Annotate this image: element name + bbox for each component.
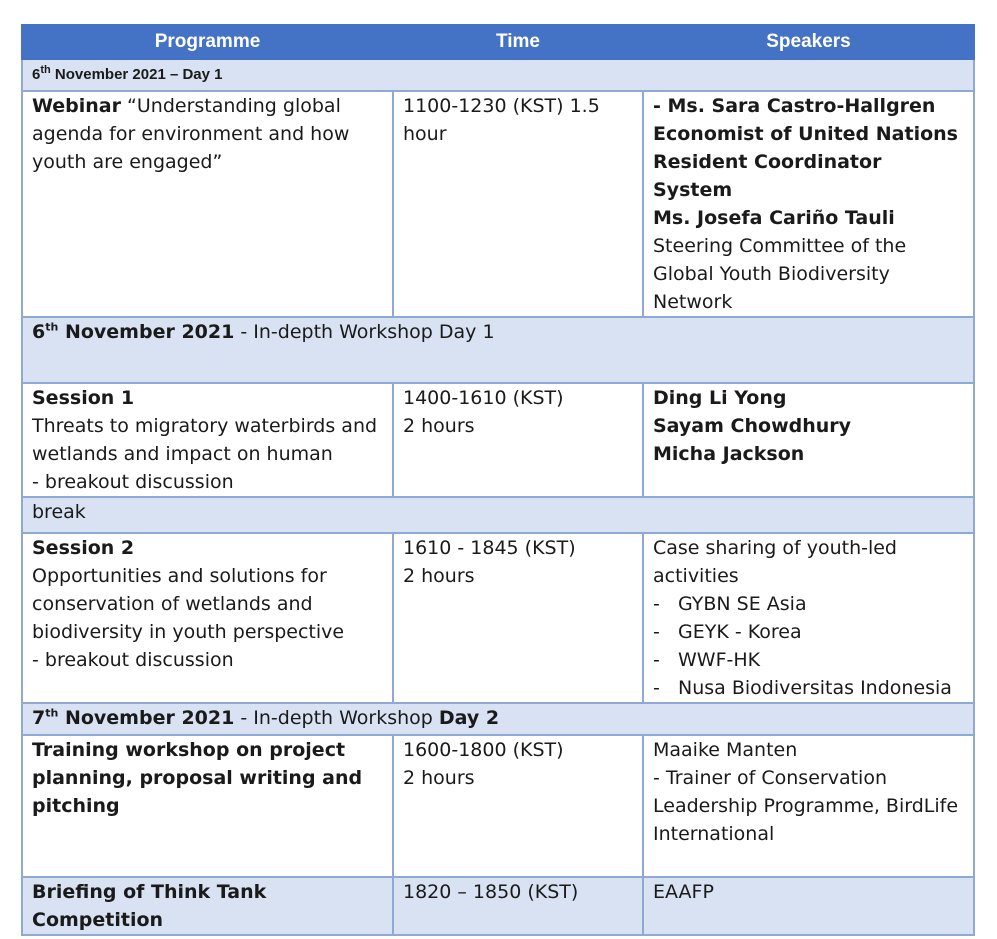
session2-speakers-cell	[643, 533, 974, 703]
workshop2-band-text: - In-depth Workshop	[234, 707, 439, 729]
workshop2-band-date: November 2021	[58, 707, 235, 729]
list-item-text: GEYK - Korea	[678, 621, 802, 643]
session2-time-cell	[393, 533, 643, 703]
day1-band-num: 6	[32, 66, 41, 83]
session2-programme-cell	[22, 533, 393, 703]
training-row	[22, 735, 974, 877]
briefing-programme-cell	[22, 877, 393, 935]
session1-time-cell	[393, 383, 643, 497]
programme-table-container	[21, 24, 973, 936]
session1-title: Session 1	[32, 387, 135, 409]
list-item	[653, 618, 964, 646]
break-band-row	[22, 497, 974, 533]
workshop2-band-num: 7	[32, 707, 46, 729]
session1-duration: 2 hours	[403, 415, 475, 437]
session2-title: Session 2	[32, 537, 135, 559]
session1-speakers-cell	[643, 383, 974, 497]
session1-time: 1400-1610 (KST)	[403, 387, 564, 409]
training-time: 1600-1800 (KST)	[403, 739, 564, 761]
session1-speaker: Micha Jackson	[653, 443, 805, 465]
session1-desc: Threats to migratory waterbirds and wetlands and impact on human	[32, 415, 378, 465]
webinar-speaker-1: - Ms. Sara Castro-Hallgren	[653, 95, 936, 117]
break-label: break	[32, 501, 86, 523]
briefing-speaker: EAAFP	[653, 881, 714, 903]
session1-programme-cell	[22, 383, 393, 497]
workshop2-band-row	[22, 703, 974, 735]
dash-bullet: -	[653, 677, 660, 699]
workshop1-band	[22, 317, 974, 383]
workshop2-band-day: Day 2	[438, 707, 500, 729]
list-item	[653, 674, 964, 702]
briefing-speakers-cell	[643, 877, 974, 935]
webinar-title: “Understanding global agenda for environment and how youth are engaged”	[32, 95, 350, 173]
webinar-speakers-cell	[643, 91, 974, 317]
list-item	[653, 646, 964, 674]
header-row	[22, 25, 974, 59]
training-programme-cell	[22, 735, 393, 877]
header-speakers: Speakers	[643, 25, 974, 59]
session2-desc: Opportunities and solutions for conservation of wetlands and biodiversity in youth perspective	[32, 565, 345, 643]
webinar-title-bold: Webinar	[32, 95, 121, 117]
workshop1-band-text: - In-depth Workshop Day 1	[234, 321, 495, 343]
session1-row	[22, 383, 974, 497]
header-programme: Programme	[22, 25, 393, 59]
webinar-speaker-2: Ms. Josefa Cariño Tauli	[653, 207, 895, 229]
webinar-time: 1100-1230 (KST) 1.5 hour	[403, 95, 600, 145]
list-item-text: GYBN SE Asia	[678, 593, 807, 615]
dash-bullet: -	[653, 621, 660, 643]
webinar-programme-cell	[22, 91, 393, 317]
break-band	[22, 497, 974, 533]
training-duration: 2 hours	[403, 767, 475, 789]
session2-duration: 2 hours	[403, 565, 475, 587]
session1-speaker: Ding Li Yong	[653, 387, 787, 409]
briefing-title: Briefing of Think Tank Competition	[32, 881, 267, 931]
workshop1-band-row	[22, 317, 974, 383]
training-speaker-role: - Trainer of Conservation Leadership Programme, BirdLife International	[653, 767, 959, 845]
training-title: Training workshop on project planning, proposal writing and pitching	[32, 739, 363, 817]
dash-bullet: -	[653, 593, 660, 615]
webinar-row	[22, 91, 974, 317]
webinar-speaker-2-role: Steering Committee of the Global Youth Biodiversity Network	[653, 235, 907, 313]
session2-time: 1610 - 1845 (KST)	[403, 537, 576, 559]
header-time: Time	[393, 25, 643, 59]
workshop2-band-sup: th	[45, 706, 59, 720]
workshop1-band-date: November 2021	[58, 321, 235, 343]
training-speakers-cell	[643, 735, 974, 877]
session2-intro: Case sharing of youth-led activities	[653, 537, 897, 587]
day1-band	[22, 59, 974, 91]
training-time-cell	[393, 735, 643, 877]
workshop1-band-sup: th	[45, 320, 59, 334]
list-item-text: Nusa Biodiversitas Indonesia	[678, 677, 952, 699]
day1-band-row	[22, 59, 974, 91]
webinar-time-cell	[393, 91, 643, 317]
briefing-row	[22, 877, 974, 935]
workshop2-band	[22, 703, 974, 735]
list-item	[653, 590, 964, 618]
list-item-text: WWF-HK	[678, 649, 761, 671]
training-speaker: Maaike Manten	[653, 739, 798, 761]
session1-note: - breakout discussion	[32, 471, 234, 493]
workshop1-band-num: 6	[32, 321, 46, 343]
session2-note: - breakout discussion	[32, 649, 234, 671]
day1-band-sup: th	[40, 64, 51, 76]
session1-speaker: Sayam Chowdhury	[653, 415, 852, 437]
briefing-time: 1820 – 1850 (KST)	[403, 881, 579, 903]
session2-row	[22, 533, 974, 703]
webinar-speaker-1-role: Economist of United Nations Resident Coordinator System	[653, 123, 958, 201]
briefing-time-cell	[393, 877, 643, 935]
dash-bullet: -	[653, 649, 660, 671]
programme-table	[21, 24, 975, 936]
day1-band-text: November 2021 – Day 1	[50, 66, 223, 83]
